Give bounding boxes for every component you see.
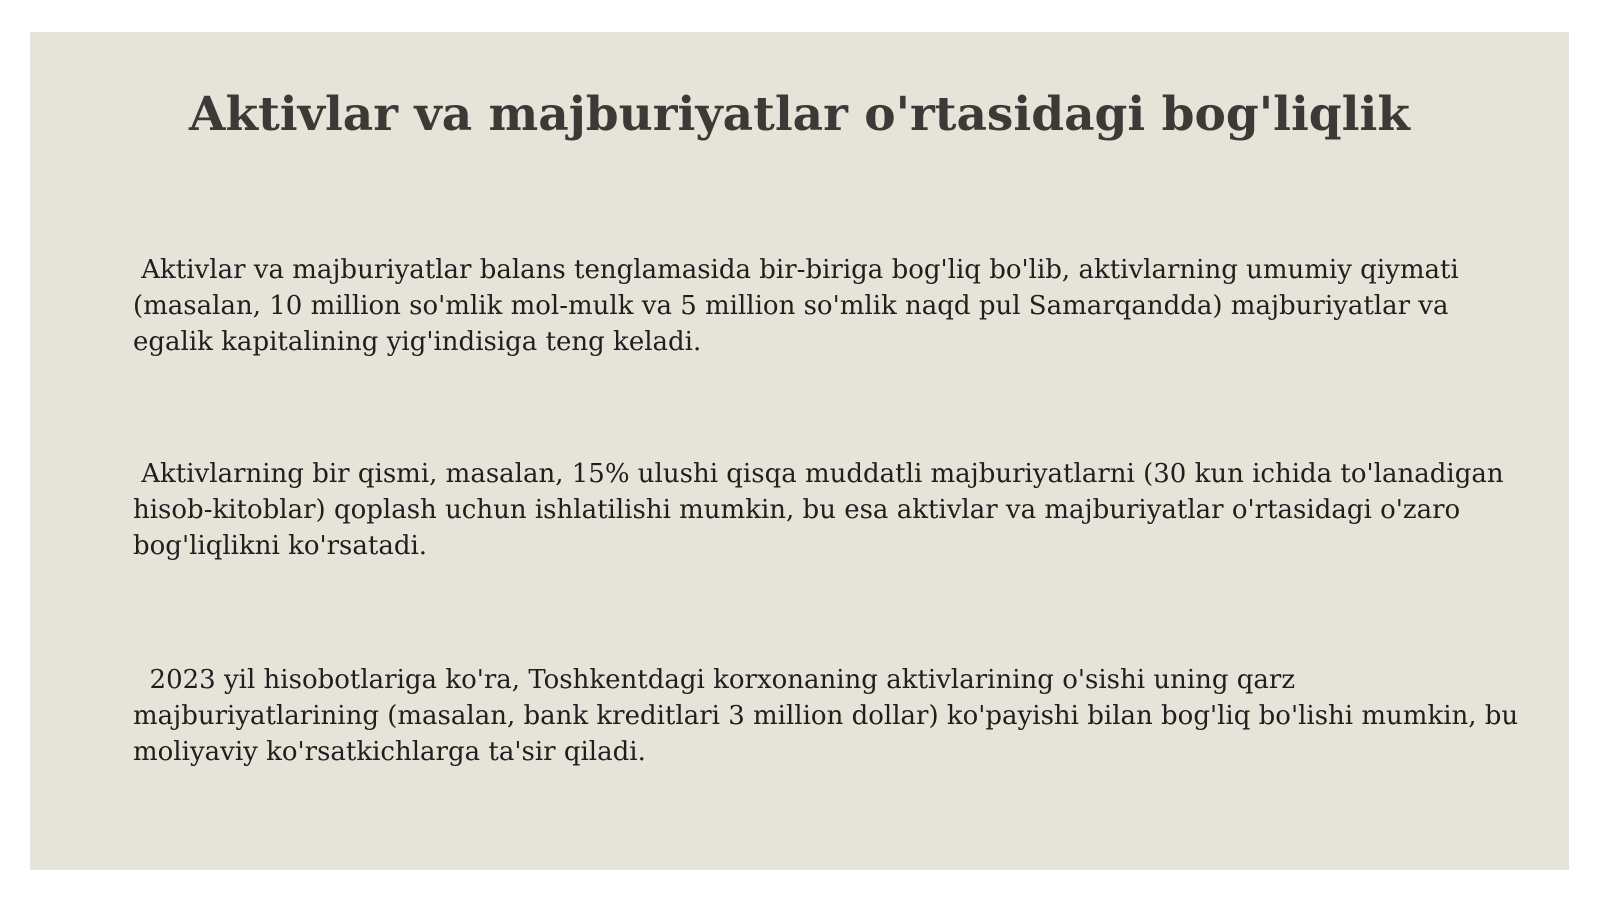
paragraph-2023-report: 2023 yil hisobotlariga ko'ra, Toshkentdagi korxonaning aktivlarining o'sishi uning qarz majburiyatlarining (masalan, bank kreditlari 3 million dollar) ko'payishi bilan bog'liq bo'lishi mumkin, bu moliyaviy ko'rsatkichlarga ta'sir qiladi. [133,665,1527,767]
slide-title: Aktivlar va majburiyatlar o'rtasidagi bog'liqlik [189,87,1410,142]
slide [30,32,1569,870]
paragraph-short-term-liabilities: Aktivlarning bir qismi, masalan, 15% ulushi qisqa muddatli majburiyatlarni (30 kun ichida to'lanadigan hisob-kitoblar) qoplash uchun ishlatilishi mumkin, bu esa aktivlar va majburiyatlar o'rtasidagi o'zaro bog'liqlikni ko'rsatadi. [133,459,1512,561]
paragraph-balance-equation: Aktivlar va majburiyatlar balans tenglamasida bir-biriga bog'liq bo'lib, aktivlarning umumiy qiymati (masalan, 10 million so'mlik mol-mulk va 5 million so'mlik naqd pul Samarqandda) majburiyatlar va egalik kapitalining yig'indisiga teng keladi. [133,255,1468,357]
